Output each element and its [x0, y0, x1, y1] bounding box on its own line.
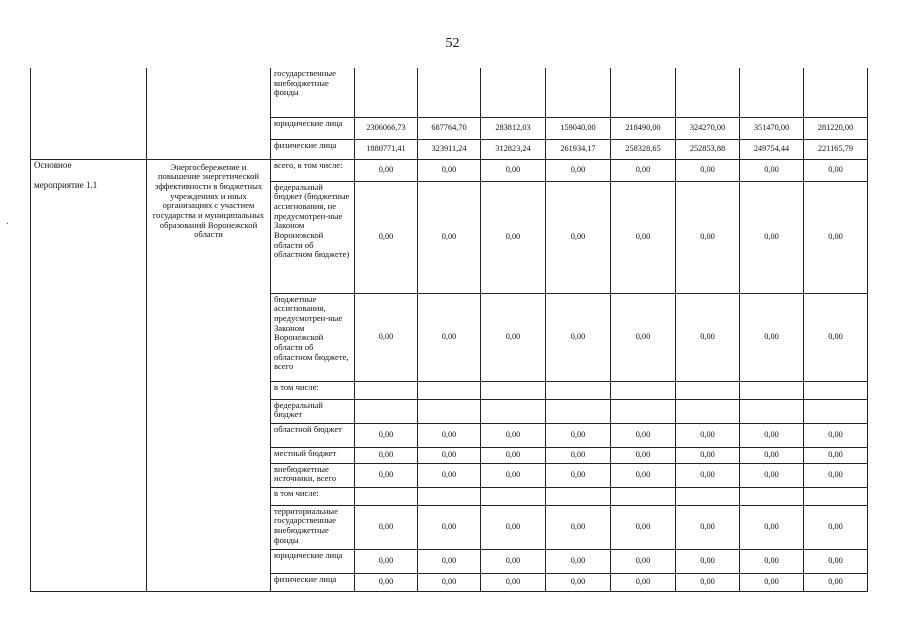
amount-cell: 249754,44 [740, 139, 804, 159]
amount-cell [418, 381, 481, 399]
funding-source-label: юридические лица [271, 549, 355, 573]
amount-cell: 0,00 [481, 463, 546, 487]
amount-cell: 0,00 [676, 573, 740, 591]
amount-cell: 281220,00 [804, 117, 868, 139]
amount-cell: 0,00 [740, 293, 804, 381]
amount-cell: 0,00 [804, 159, 868, 181]
amount-cell: 0,00 [418, 573, 481, 591]
amount-cell: 0,00 [481, 549, 546, 573]
amount-cell [546, 381, 611, 399]
amount-cell: 0,00 [740, 463, 804, 487]
funding-source-label: государственные внебюджетные фонды [271, 68, 355, 117]
page-number: 52 [445, 36, 460, 51]
amount-cell: 0,00 [418, 447, 481, 463]
amount-cell: 0,00 [804, 505, 868, 549]
amount-cell [355, 399, 418, 423]
funding-source-label: в том числе: [271, 487, 355, 505]
amount-cell: 0,00 [355, 505, 418, 549]
amount-cell: 0,00 [355, 181, 418, 293]
measure-title-cell [147, 159, 271, 591]
budget-table [30, 68, 868, 592]
amount-cell: 0,00 [418, 159, 481, 181]
amount-cell [355, 68, 418, 117]
amount-cell: 0,00 [546, 573, 611, 591]
amount-cell: 0,00 [804, 447, 868, 463]
amount-cell [676, 381, 740, 399]
amount-cell [676, 487, 740, 505]
amount-cell [546, 487, 611, 505]
amount-cell: 0,00 [740, 423, 804, 447]
funding-source-label: местный бюджет [271, 447, 355, 463]
amount-cell: 0,00 [481, 293, 546, 381]
amount-cell [546, 399, 611, 423]
amount-cell: 0,00 [740, 573, 804, 591]
amount-cell: 687764,70 [418, 117, 481, 139]
amount-cell: 0,00 [481, 573, 546, 591]
funding-source-label: в том числе: [271, 381, 355, 399]
measure-code-line2: мероприятие 1.1 [34, 179, 98, 190]
funding-source-label: федеральный бюджет (бюджетные ассигнования, не предусмотрен-ные Законом Воронежской области об областном бюджете) [271, 181, 355, 293]
amount-cell: 0,00 [611, 159, 676, 181]
amount-cell: 0,00 [355, 293, 418, 381]
amount-cell: 0,00 [676, 181, 740, 293]
amount-cell: 0,00 [546, 423, 611, 447]
amount-cell [481, 68, 546, 117]
amount-cell: 0,00 [804, 423, 868, 447]
funding-source-label: территориальные государственные внебюджетные фонды [271, 505, 355, 549]
funding-source-label: всего, в том числе: [271, 159, 355, 181]
amount-cell [481, 487, 546, 505]
measure-code-line1: Основное [34, 159, 72, 170]
amount-cell: 0,00 [740, 159, 804, 181]
amount-cell: 0,00 [481, 423, 546, 447]
amount-cell: 0,00 [546, 463, 611, 487]
amount-cell [804, 68, 868, 117]
amount-cell [804, 381, 868, 399]
amount-cell: 0,00 [418, 293, 481, 381]
amount-cell: 0,00 [355, 549, 418, 573]
measure-code-cell [31, 159, 147, 591]
amount-cell: 351470,00 [740, 117, 804, 139]
amount-cell: 1880771,41 [355, 139, 418, 159]
amount-cell: 0,00 [546, 181, 611, 293]
amount-cell: 0,00 [611, 463, 676, 487]
amount-cell [740, 68, 804, 117]
amount-cell: 0,00 [418, 505, 481, 549]
amount-cell: 0,00 [611, 181, 676, 293]
amount-cell: 0,00 [418, 423, 481, 447]
amount-cell: 0,00 [611, 505, 676, 549]
funding-source-label: федеральный бюджет [271, 399, 355, 423]
amount-cell [804, 399, 868, 423]
amount-cell: 0,00 [740, 549, 804, 573]
amount-cell: 258328,65 [611, 139, 676, 159]
amount-cell: 0,00 [676, 423, 740, 447]
amount-cell [611, 381, 676, 399]
amount-cell [418, 487, 481, 505]
funding-source-label: областной бюджет [271, 423, 355, 447]
amount-cell [418, 68, 481, 117]
amount-cell [546, 68, 611, 117]
amount-cell: 0,00 [611, 423, 676, 447]
amount-cell: 0,00 [676, 505, 740, 549]
amount-cell: 312823,24 [481, 139, 546, 159]
amount-cell [481, 381, 546, 399]
amount-cell: 0,00 [355, 447, 418, 463]
amount-cell [611, 399, 676, 423]
amount-cell: 0,00 [804, 293, 868, 381]
amount-cell: 0,00 [418, 463, 481, 487]
amount-cell: 0,00 [546, 159, 611, 181]
amount-cell [418, 399, 481, 423]
amount-cell [481, 399, 546, 423]
program-title-cell-prev [147, 68, 271, 159]
funding-source-label: внебюджетные источники, всего [271, 463, 355, 487]
amount-cell: 323911,24 [418, 139, 481, 159]
funding-source-label: физические лица [271, 139, 355, 159]
amount-cell: 0,00 [611, 573, 676, 591]
amount-cell: 0,00 [740, 181, 804, 293]
amount-cell: 0,00 [804, 463, 868, 487]
amount-cell [740, 381, 804, 399]
table-row [31, 159, 868, 181]
amount-cell: 261934,17 [546, 139, 611, 159]
amount-cell: 0,00 [740, 505, 804, 549]
amount-cell [611, 487, 676, 505]
funding-source-label: физические лица [271, 573, 355, 591]
amount-cell: 159040,00 [546, 117, 611, 139]
amount-cell: 0,00 [546, 505, 611, 549]
amount-cell: 0,00 [481, 447, 546, 463]
amount-cell: 0,00 [355, 159, 418, 181]
amount-cell: 0,00 [481, 159, 546, 181]
amount-cell [355, 487, 418, 505]
amount-cell: 0,00 [355, 423, 418, 447]
amount-cell: 2306066,73 [355, 117, 418, 139]
amount-cell [740, 399, 804, 423]
amount-cell: 0,00 [418, 549, 481, 573]
funding-source-label: бюджетные ассигнования, предусмотрен-ные Законом Воронежской области об областном бюджете, всего [271, 293, 355, 381]
amount-cell: 0,00 [804, 181, 868, 293]
amount-cell: 0,00 [676, 159, 740, 181]
amount-cell: 0,00 [355, 573, 418, 591]
amount-cell: 0,00 [611, 293, 676, 381]
amount-cell: 0,00 [740, 447, 804, 463]
amount-cell: 0,00 [611, 549, 676, 573]
funding-source-label: юридические лица [271, 117, 355, 139]
margin-mark: . [6, 216, 9, 227]
amount-cell: 0,00 [546, 293, 611, 381]
measure-title: Энергосбережение и повышение энергетической эффективности в бюджетных учреждениях и иных организациях с участием государства и муниципальных образований Воронежской области [152, 161, 265, 240]
amount-cell: 0,00 [804, 573, 868, 591]
amount-cell: 0,00 [546, 549, 611, 573]
amount-cell [804, 487, 868, 505]
amount-cell: 218490,00 [611, 117, 676, 139]
amount-cell: 0,00 [355, 463, 418, 487]
amount-cell [740, 487, 804, 505]
program-code-cell-prev [31, 68, 147, 159]
amount-cell: 283812,03 [481, 117, 546, 139]
amount-cell: 221165,79 [804, 139, 868, 159]
amount-cell: 0,00 [676, 463, 740, 487]
amount-cell: 0,00 [611, 447, 676, 463]
amount-cell: 0,00 [676, 447, 740, 463]
amount-cell: 0,00 [804, 549, 868, 573]
amount-cell: 0,00 [481, 505, 546, 549]
amount-cell [355, 381, 418, 399]
amount-cell: 324270,00 [676, 117, 740, 139]
amount-cell: 0,00 [481, 181, 546, 293]
amount-cell [611, 68, 676, 117]
table-row [31, 68, 868, 117]
amount-cell: 252853,88 [676, 139, 740, 159]
amount-cell: 0,00 [546, 447, 611, 463]
amount-cell: 0,00 [676, 549, 740, 573]
amount-cell: 0,00 [418, 181, 481, 293]
amount-cell [676, 68, 740, 117]
amount-cell: 0,00 [676, 293, 740, 381]
amount-cell [676, 399, 740, 423]
